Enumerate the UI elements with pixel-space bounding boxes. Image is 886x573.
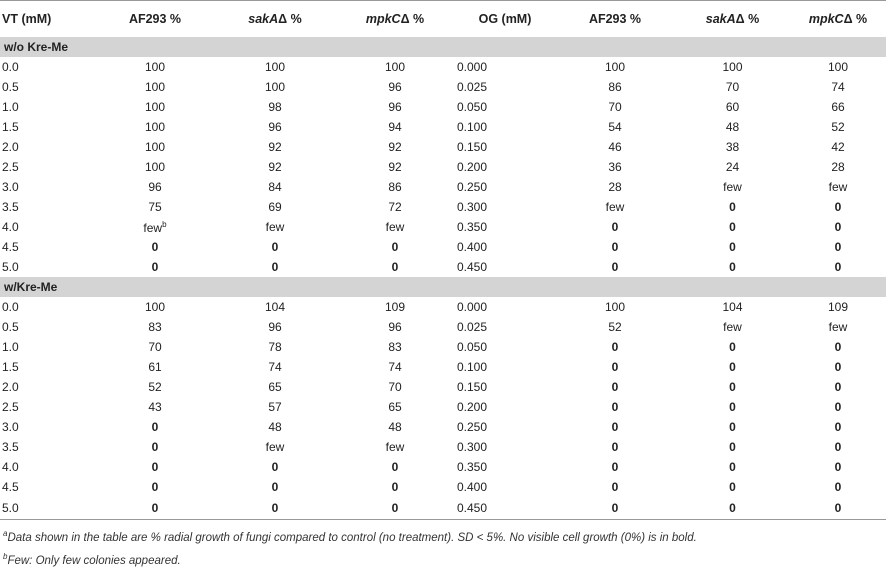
table-cell: 0 (611, 240, 619, 254)
table-cell: 5.0 (2, 260, 19, 274)
table-cell: 75 (148, 200, 162, 214)
table-cell: 0 (675, 497, 790, 520)
table-cell: 0.250 (457, 420, 488, 434)
table-cell: 0 (729, 460, 736, 474)
table-cell: 65 (268, 380, 282, 394)
table-cell: few (385, 440, 405, 454)
table-cell: 0 (729, 480, 736, 494)
table-cell: 96 (268, 120, 282, 134)
table-cell: 0.150 (457, 140, 488, 154)
table-cell: 0 (335, 497, 455, 520)
table-cell: 0.000 (457, 60, 488, 74)
table-cell: 0.150 (457, 380, 488, 394)
table-cell: 0.450 (457, 260, 488, 274)
table-cell: 0.100 (457, 120, 488, 134)
table-cell: 0.350 (457, 220, 488, 234)
table-row (0, 197, 886, 217)
table-cell: 109 (384, 300, 406, 314)
table-cell: 0.5 (2, 80, 19, 94)
table-cell: 4.0 (2, 460, 19, 474)
table-cell: 0.200 (457, 160, 488, 174)
header-af293-vt: AF293 % (95, 1, 215, 38)
table-cell: 0.400 (457, 480, 488, 494)
table-row (0, 317, 886, 337)
table-cell: 54 (608, 120, 622, 134)
table-row (0, 237, 886, 257)
table-cell: 0 (834, 460, 842, 474)
table-cell: 100 (144, 140, 166, 154)
table-cell: 2.0 (2, 380, 19, 394)
footnote-b: $^b$Few: Only few colonies appeared. (3, 551, 181, 567)
table-cell: 0 (271, 460, 279, 474)
table-cell: few (385, 220, 405, 234)
table-cell: 74 (388, 360, 402, 374)
table-row (0, 157, 886, 177)
table-cell: 0 (271, 260, 279, 274)
table-cell: 65 (388, 400, 402, 414)
table-row (0, 397, 886, 417)
table-cell: 0 (729, 340, 736, 354)
table-cell: 4.5 (2, 480, 19, 494)
table-cell: 0.400 (457, 240, 488, 254)
table-cell: 46 (608, 140, 622, 154)
table-cell: 0.450 (455, 497, 555, 520)
table-cell: 1.0 (2, 340, 19, 354)
table-cell: 3.0 (2, 420, 19, 434)
table-cell: 48 (268, 420, 282, 434)
table-cell: 0.050 (457, 340, 488, 354)
table-cell: few (265, 220, 285, 234)
table-cell: few (605, 200, 625, 214)
table-cell: 0 (611, 260, 619, 274)
table-cell: 0 (95, 497, 215, 520)
table-cell: 100 (144, 120, 166, 134)
table-cell: 98 (268, 100, 282, 114)
section-label: w/Kre-Me (0, 277, 886, 297)
table-cell: 86 (608, 80, 622, 94)
table-cell: 66 (831, 100, 845, 114)
table-cell: 100 (384, 60, 406, 74)
table-cell: 0.300 (457, 200, 488, 214)
table-cell: 0 (729, 240, 736, 254)
table-cell: 0 (611, 420, 619, 434)
table-cell: 100 (144, 160, 166, 174)
table-cell: 48 (725, 120, 740, 134)
table-cell: 96 (388, 80, 402, 94)
table-cell: 0.025 (457, 80, 488, 94)
table-cell: 0 (611, 440, 619, 454)
table-row (0, 117, 886, 137)
table-row (0, 257, 886, 277)
header-saka-og: sakAΔ % (675, 1, 790, 38)
table-cell: few (723, 180, 742, 194)
table-cell: 0 (151, 260, 159, 274)
section-without-kre-me (0, 37, 886, 277)
header-mpkc-vt: mpkCΔ % (335, 1, 455, 38)
table-cell: 96 (268, 320, 282, 334)
table-cell: 0 (151, 420, 159, 434)
table-cell: 100 (722, 60, 743, 74)
table-cell: 0 (729, 400, 736, 414)
table-cell: 74 (831, 80, 845, 94)
table-cell: 0 (834, 200, 842, 214)
section-header (0, 37, 886, 57)
table-cell: 96 (148, 180, 162, 194)
table-cell: 0.350 (457, 460, 488, 474)
table-row (0, 417, 886, 437)
table-cell: few (828, 180, 848, 194)
table-cell: 100 (827, 60, 849, 74)
table-row (0, 297, 886, 317)
table-cell: 0 (611, 380, 619, 394)
table-cell: 0 (271, 240, 279, 254)
table-cell: 86 (388, 180, 402, 194)
table-cell: 104 (264, 300, 286, 314)
table-cell: 72 (388, 200, 402, 214)
table-row (0, 137, 886, 157)
table-row (0, 497, 886, 520)
table-cell: 84 (268, 180, 282, 194)
table-cell: few (828, 320, 848, 334)
table-cell: 24 (725, 160, 740, 174)
table-cell: 0 (834, 260, 842, 274)
table-cell: 36 (608, 160, 622, 174)
table-cell: 0 (834, 340, 842, 354)
table-row (0, 57, 886, 77)
table-cell: 1.5 (2, 360, 19, 374)
table-cell: 0.0 (2, 60, 19, 74)
table-cell: 0 (555, 497, 675, 520)
table-cell: 0.200 (457, 400, 488, 414)
table-cell: 0 (729, 220, 736, 234)
table-cell: 0 (611, 360, 619, 374)
table-cell: 2.0 (2, 140, 19, 154)
table-cell: 0 (729, 260, 736, 274)
table-cell: few (265, 440, 285, 454)
table-cell: 0 (151, 460, 159, 474)
table-row (0, 97, 886, 117)
table-cell: 96 (388, 100, 402, 114)
table-cell: 61 (148, 360, 162, 374)
table-cell: 57 (268, 400, 282, 414)
table-cell: 78 (268, 340, 282, 354)
header-og: OG (mM) (455, 1, 555, 38)
table-cell: 0 (834, 480, 842, 494)
table-cell: 96 (388, 320, 402, 334)
table-cell: 70 (388, 380, 402, 394)
table-row (0, 437, 886, 457)
table-cell: 0.000 (457, 300, 488, 314)
table-cell: 92 (268, 140, 282, 154)
table-cell: 0 (151, 240, 159, 254)
table-row (0, 477, 886, 497)
table-cell: 3.0 (2, 180, 19, 194)
table-cell: 109 (827, 300, 849, 314)
table-cell: 70 (148, 340, 162, 354)
table-cell: 0 (271, 480, 279, 494)
table-cell: 0 (611, 480, 619, 494)
section-label: w/o Kre-Me (0, 37, 886, 57)
table-cell: 0 (729, 420, 736, 434)
table-cell: 60 (725, 100, 740, 114)
footnote-a: $^a$Data shown in the table are % radial growth of fungi compared to control (no treatment). SD < 5%. No visible cell growth (0%) is in bold. (3, 529, 697, 544)
header-vt: VT (mM) (0, 1, 95, 38)
table-cell: 2.5 (2, 400, 19, 414)
table-cell: 42 (831, 140, 845, 154)
table-cell: 94 (388, 120, 402, 134)
table-cell: 100 (144, 100, 166, 114)
table-cell: 52 (831, 120, 845, 134)
header-mpkc-og: mpkCΔ % (790, 1, 886, 38)
table-cell: 83 (148, 320, 162, 334)
table-cell: 100 (604, 300, 626, 314)
table-cell: 0 (834, 400, 842, 414)
table-cell: few$^b$ (143, 219, 167, 235)
table-cell: 0 (611, 340, 619, 354)
table-cell: 5.0 (0, 497, 95, 520)
table-cell: 100 (144, 300, 166, 314)
table-cell: 69 (268, 200, 282, 214)
table-cell: 0 (729, 200, 736, 214)
table-cell: 0 (729, 440, 736, 454)
table-cell: 70 (725, 80, 740, 94)
table-row (0, 457, 886, 477)
table-row (0, 217, 886, 237)
table-cell: 100 (264, 80, 286, 94)
table-cell: 70 (608, 100, 622, 114)
table-cell: 0.5 (2, 320, 19, 334)
header-row (0, 1, 886, 38)
table-cell: 100 (604, 60, 626, 74)
table-row (0, 377, 886, 397)
table-cell: 38 (725, 140, 740, 154)
table-cell: 0 (391, 460, 399, 474)
table-cell: 0 (834, 240, 842, 254)
section-header (0, 277, 886, 297)
table-cell: 2.5 (2, 160, 19, 174)
table-cell: 0 (790, 497, 886, 520)
table-cell: 74 (268, 360, 282, 374)
table-cell: 0.025 (457, 320, 488, 334)
table-cell: 0 (611, 460, 619, 474)
table-cell: 52 (608, 320, 622, 334)
table-cell: 100 (144, 60, 166, 74)
table-cell: 0 (611, 220, 619, 234)
header-af293-og: AF293 % (555, 1, 675, 38)
table-cell: 92 (388, 140, 402, 154)
table-cell: 28 (608, 180, 622, 194)
table-cell: 92 (268, 160, 282, 174)
table-row (0, 177, 886, 197)
table-cell: 0 (834, 380, 842, 394)
table-cell: 1.5 (2, 120, 19, 134)
table-cell: 0 (391, 480, 399, 494)
table-cell: 0.300 (457, 440, 488, 454)
table-cell: 0.0 (2, 300, 19, 314)
table-cell: 0 (729, 360, 736, 374)
table-cell: 0 (215, 497, 335, 520)
table-cell: 0 (834, 220, 842, 234)
table-cell: 3.5 (2, 440, 19, 454)
table-cell: 4.0 (2, 220, 19, 234)
table-cell: 0 (834, 420, 842, 434)
table-cell: 104 (722, 300, 743, 314)
table-cell: 0 (611, 400, 619, 414)
footnote-marker: b (162, 219, 167, 229)
table-row (0, 337, 886, 357)
table-cell: 92 (388, 160, 402, 174)
table-cell: 0.250 (457, 180, 488, 194)
table-cell: 83 (388, 340, 402, 354)
header-saka-vt: sakAΔ % (215, 1, 335, 38)
section-with-kre-me (0, 277, 886, 520)
table-cell: 0 (834, 360, 842, 374)
table-cell: 0 (834, 440, 842, 454)
table-cell: 0 (729, 380, 736, 394)
table-cell: 4.5 (2, 240, 19, 254)
table-cell: 0.100 (457, 360, 488, 374)
table-cell: few (723, 320, 742, 334)
table-cell: 28 (831, 160, 845, 174)
table-cell: 0 (151, 480, 159, 494)
table-cell: 100 (144, 80, 166, 94)
table-row (0, 77, 886, 97)
table-cell: 0 (151, 440, 159, 454)
table-row (0, 357, 886, 377)
table-cell: 0 (391, 240, 399, 254)
table-cell: 48 (388, 420, 402, 434)
table-cell: 52 (148, 380, 162, 394)
table-cell: 1.0 (2, 100, 19, 114)
table-cell: 43 (148, 400, 162, 414)
table-cell: 100 (264, 60, 286, 74)
table-cell: 3.5 (2, 200, 19, 214)
table-cell: 0 (391, 260, 399, 274)
table-cell: 0.050 (457, 100, 488, 114)
